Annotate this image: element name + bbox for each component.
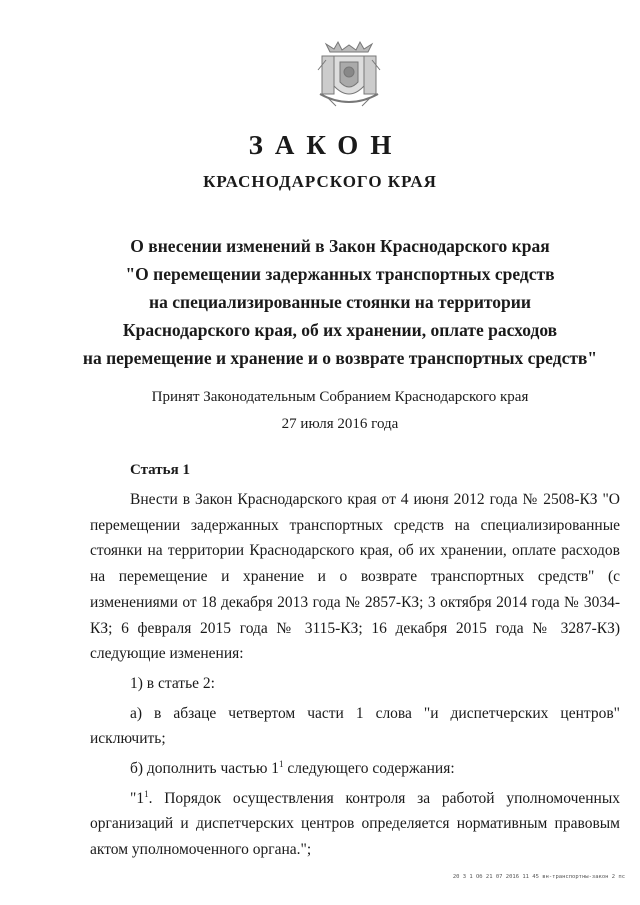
- text-fragment: следующего содержания:: [283, 760, 455, 778]
- adoption-note: [60, 384, 620, 438]
- superscript: 1: [279, 759, 284, 770]
- body-paragraph: Внести в Закон Краснодарского края от 4 июня 2012 года № 2508-КЗ "О перемещении задержанных транспортных средств на специализированные стоянки на территории Краснодарского края, об их хранении, оплате расходов на перемещение и хранение и о возврате транспортных средств" (с изменениями от 18 декабря 2013 года № 2857-КЗ; 3 октября 2014 года № 3034-КЗ; 6 февраля 2015 года № 3115-КЗ; 16 декабря 2015 года № 3287-КЗ) следующие изменения:: [90, 491, 620, 663]
- body-paragraph: 1) в статье 2:: [130, 674, 215, 692]
- text-fragment: "1: [130, 789, 145, 807]
- heading-line: на специализированные стоянки на территории: [149, 292, 531, 312]
- heading-line: "О перемещении задержанных транспортных средств: [125, 264, 555, 284]
- body-paragraph: а) в абзаце четвертом части 1 слова "и диспетчерских центров" исключить;: [90, 704, 620, 748]
- heading-line: О внесении изменений в Закон Краснодарского края: [130, 236, 550, 256]
- document-title: ЗАКОН: [248, 130, 404, 160]
- heading-line: Краснодарского края, об их хранении, оплате расходов: [122, 320, 558, 340]
- document-subtitle: КРАСНОДАРСКОГО КРАЯ: [203, 172, 437, 191]
- text-fragment: . Порядок осуществления контроля за работой уполномоченных организаций и диспетчерских центров определяется нормативным правовым актом уполномоченного органа.";: [90, 789, 620, 859]
- krasnodar-coat-of-arms-icon: [316, 40, 382, 110]
- body-paragraph: [90, 786, 620, 863]
- superscript: 1: [144, 788, 149, 799]
- body-paragraph: [90, 756, 620, 782]
- heading-line: на перемещение и хранение и о возврате транспортных средств": [82, 348, 598, 368]
- law-heading: [60, 232, 620, 372]
- coat-of-arms-emblem: [316, 40, 382, 110]
- adoption-date: 27 июля 2016 года: [281, 416, 399, 432]
- text-fragment: б) дополнить частью 1: [130, 760, 280, 778]
- article-title: Статья 1: [130, 462, 190, 478]
- footer-stamp: 20 3 1 Об 21 07 2016 11 45 вн-транспортны-закон 2 пс: [452, 874, 625, 880]
- adoption-line: Принят Законодательным Собранием Краснодарского края: [151, 389, 529, 405]
- document-body: [90, 487, 620, 867]
